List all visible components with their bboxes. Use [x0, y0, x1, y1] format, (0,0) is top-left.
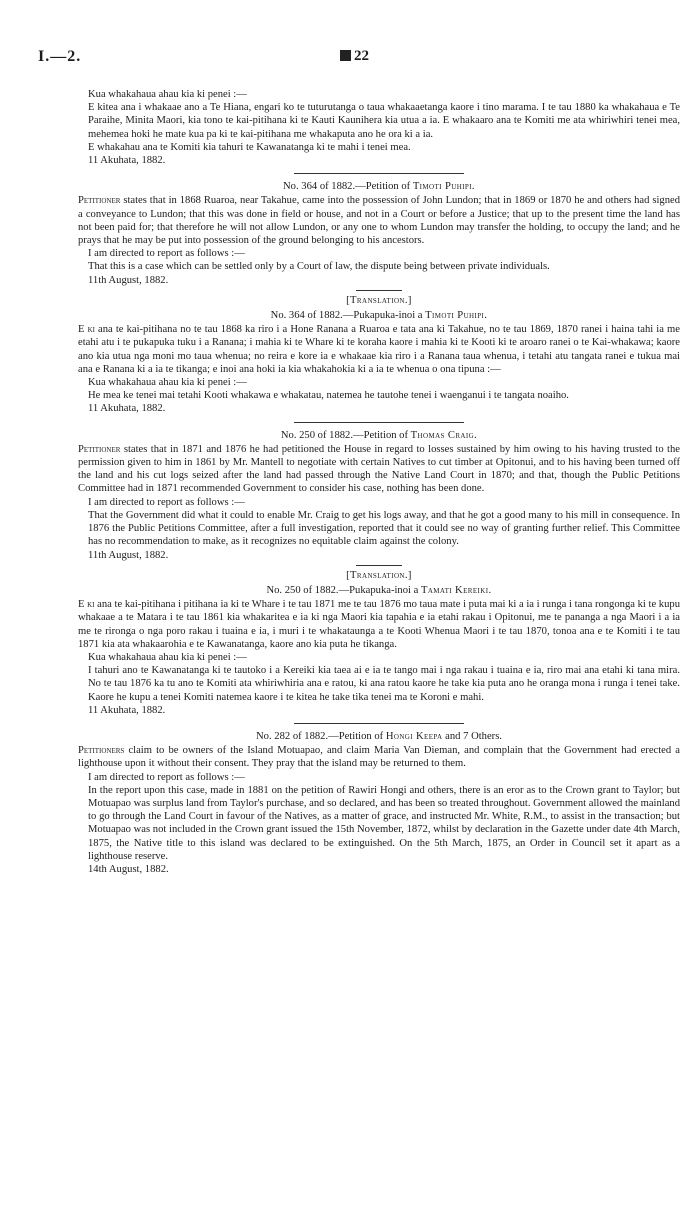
translation-label: [Translation.] — [346, 294, 412, 306]
report-intro: I am directed to report as follows :— — [88, 248, 245, 260]
section-date: 11th August, 1882. — [88, 549, 169, 561]
report-text: That this is a case which can be settled only by a Court of law, the dispute being between private individuals. — [88, 261, 550, 273]
petitioner-name: Hongi Keepa — [385, 730, 443, 742]
petition-title — [78, 309, 680, 322]
report-intro: I am directed to report as follows :— — [88, 496, 245, 508]
section-date: 14th August, 1882. — [88, 863, 169, 875]
petition-section — [78, 429, 680, 562]
petitioner-name: Thomas Craig. — [410, 429, 478, 441]
petition-title — [78, 180, 680, 193]
petitioner-name: Timoti Puhipi. — [412, 181, 475, 193]
body-text: ana te kai-pitihana no te tau 1868 ka riro i a Hone Ranana a Ruaroa e tata ana ki Takahue, no te tau 1869, 1870 ranei i haina tahi ia me etahi atu i te pukapuka tuku i a Ranana; i mahia ki te Whare ki te koraha kaore i mahia ki te Kooti ki te aroaro ranei o te Kai-whakawa; kaore ano kia utua nga moni mo taua whenua; no reira e kore ia e whakaae kia riro i a Ranana taua whenua, i tetahi atu tangata ranei e tukua mai ana e Ranana ki a ia te tikanga; e inoi ana hoki ia kia whakahokia ki a ia te whenua o ona tipuna :— — [78, 324, 680, 375]
body-text: states that in 1871 and 1876 he had petitioned the House in regard to losses sustained by him owing to his having trusted to the permission given to him in 1861 by Mr. Mantell to negotiate with certain Natives to cut timber at Opitonui, and to his having been turned off the land and his cut logs seized after the land had passed through the Native Land Court in 1870; and that, though the Public Petitions Committee had in 1871 recommended Government to consider his case, nothing has been done. — [78, 443, 680, 495]
lead-word: Petitioners — [78, 745, 125, 757]
intro-block — [78, 88, 680, 167]
petition-body — [78, 598, 680, 651]
intro-line: Kua whakahaua ahau kia ki penei :— — [88, 89, 247, 100]
petition-title — [78, 730, 680, 743]
page-number: 22 — [340, 50, 369, 63]
translation-section — [78, 569, 680, 717]
petition-body — [78, 194, 680, 247]
title-suffix: and 7 Others. — [442, 730, 502, 742]
body-text: states that in 1868 Ruaroa, near Takahue, came into the possession of John Lundon; that in 1869 or 1870 he and others had signed a conveyance to Lundon; that this was done in field or house, and not in a Court or before a Justice; that up to the present time the land has not been paid for; that therefore he will not allow Lundon, or any one to whom Lundon may transfer the holding, to occupy the land; and he prays that he may be put into possession of the ground belonging to his ancestors. — [78, 195, 680, 247]
petitioner-name: Timoti Puhipi. — [425, 310, 488, 322]
translation-section — [78, 294, 680, 416]
section-date: 11 Akuhata, 1882. — [88, 403, 166, 415]
petition-section — [78, 730, 680, 876]
report-intro: Kua whakahaua ahau kia ki penei :— — [88, 377, 247, 389]
title-prefix: No. 364 of 1882.—Pukapuka-inoi a — [270, 310, 426, 322]
intro-paragraph: E kitea ana i whakaae ano a Te Hiana, engari ko te tuturutanga o taua whakaaetanga kaore i tino marama. I te tau 1880 ka whakahaua e Te Paraihe, Minita Maori, kia tono te kai-pitihana ki te Kauti Kaunihera kia utua a ia. E whakaaro ana te Komiti me ata whiriwhiri tenei mea, mehemea hoki he mate kua pa ki te kai-pitihana me whakaputa ano he ora ki a ia. — [88, 102, 680, 140]
report-text: In the report upon this case, made in 1881 on the petition of Rawiri Hongi and others, there is an eror as to the Crown grant to Taylor; but Motuapao was surplus land from Taylor's purchase, and so declared, and has been so treated throughout. Government allowed the mainland to go through the Land Court in favour of the Natives, as a matter of grace, and instructed Mr. White, R.M., to assist in the transaction; but Motuapao was not included in the Crown grant issued the 15th November, 1872, whilst by declaration in the Gazette under date 4th March, 1875, the Native title to this island was declared to be extinguished. On the 5th March, 1875, an Order in Council set it apart as a lighthouse reserve. — [88, 784, 680, 862]
petitioner-name: Tamati Kereiki. — [420, 584, 492, 596]
page-header — [38, 48, 680, 72]
petition-body — [78, 323, 680, 376]
title-prefix: No. 364 of 1882.—Petition of — [283, 181, 413, 193]
report-text: That the Government did what it could to enable Mr. Craig to get his logs away, and that he got a good many to his mill in consequence. In 1876 the Public Petitions Committee, after a full investigation, reported that it could see no way of granting further relief. This Committee has no recommendation to make, as it recognizes no equitable claim against the colony. — [88, 509, 680, 548]
short-divider — [356, 565, 402, 566]
intro-date: 11 Akuhata, 1882. — [88, 155, 166, 167]
petition-title — [78, 429, 680, 442]
short-divider — [356, 290, 402, 291]
paper-reference: I.—2. — [38, 48, 82, 65]
petition-title — [78, 584, 680, 597]
report-intro: Kua whakahaua ahau kia ki penei :— — [88, 651, 247, 663]
lead-word: Petitioner — [78, 443, 121, 455]
section-divider — [294, 422, 464, 423]
document-page — [38, 48, 680, 876]
lead-word: Petitioner — [78, 195, 121, 207]
petition-section — [78, 180, 680, 287]
section-divider — [294, 173, 464, 174]
translation-label: [Translation.] — [346, 569, 412, 581]
title-prefix: No. 250 of 1882.—Pukapuka-inoi a — [266, 584, 421, 596]
section-divider — [294, 723, 464, 724]
petition-body — [78, 744, 680, 770]
body-text: claim to be owners of the Island Motuapao, and claim Maria Van Dieman, and complain that the Government had erected a lighthouse upon it without their consent. They pray that the island may be returned to them. — [78, 745, 680, 770]
lead-word: E ki — [78, 324, 95, 336]
report-text: I tahuri ano te Kawanatanga ki te tautoko i a Kereiki kia taea ai e ia te tango mai i nga rakau i tuaina e ia, riro mai ana etahi ki tana mira. No te tau 1876 ka tu ano te Komiti ata whiriwhiria ana e ratou, ki ana ratou kaore he take kia puta ano he oranga mona i runga i tenei take. Kaore he kupu a tenei Komiti natemea kaore i te kitea he take tika tenei ma te Koroni e mahi. — [88, 665, 680, 703]
intro-line: E whakahau ana te Komiti kia tahuri te Kawanatanga ki te mahi i tenei mea. — [88, 141, 411, 153]
title-prefix: No. 250 of 1882.—Petition of — [280, 429, 411, 441]
title-prefix: No. 282 of 1882.—Petition of — [256, 730, 386, 742]
report-intro: I am directed to report as follows :— — [88, 771, 245, 783]
report-text: He mea ke tenei mai tetahi Kooti whakawa e whakatau, natemea he tautohe tenei i waenganui i te tangata noaiho. — [88, 390, 569, 402]
section-date: 11 Akuhata, 1882. — [88, 704, 166, 716]
petition-body — [78, 443, 680, 496]
body-text: ana te kai-pitihana i pitihana ia ki te Whare i te tau 1871 me te tau 1876 mo taua mate i puta mai ki a ia i runga i tana rongonga ki te kupu whakaae a te Matara i te tau 1861 kia whakaritea e ia ki nga Maori kia tapahia e ia etahi rakau i Opitonui, me te pananga a nga Maori i a ia me te rironga o nga poro rakau i tuaina e ia, i muri i te whakataunga a te Kooti Whenua Maori i te tau 1870, tonoa ana e te Komiti i te tau 1871 kia ata whakaarohia e te Kawanatanga, kaore ano kia puta he tikanga. — [78, 599, 680, 650]
section-date: 11th August, 1882. — [88, 274, 169, 286]
lead-word: E ki — [78, 599, 95, 611]
